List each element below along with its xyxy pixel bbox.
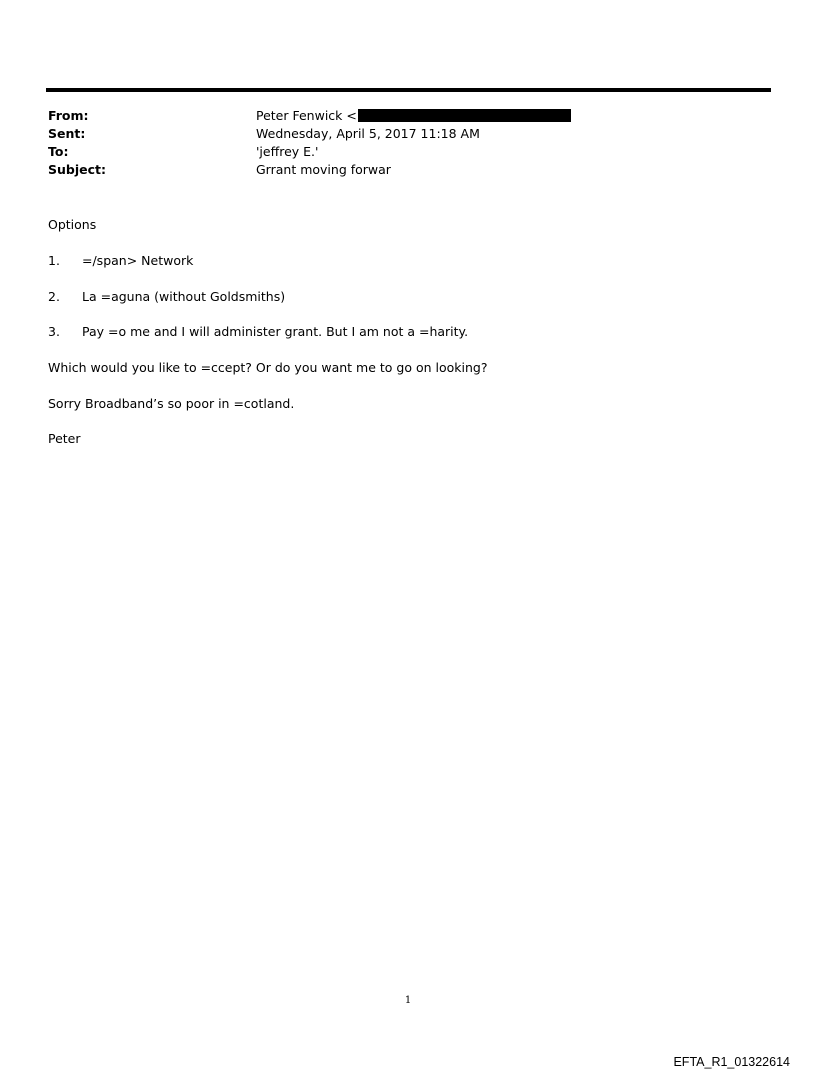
body-apology: Sorry Broadband’s so poor in =cotland. bbox=[48, 396, 295, 411]
header-from bbox=[48, 107, 748, 124]
from-label: From: bbox=[48, 108, 89, 123]
body-question: Which would you like to =ccept? Or do you want me to go on looking? bbox=[48, 360, 488, 375]
sent-label: Sent: bbox=[48, 126, 86, 141]
subject-value: Grrant moving forwar bbox=[256, 162, 391, 177]
option-text: Pay =o me and I will administer grant. But I am not a =harity. bbox=[82, 324, 469, 339]
header-rule bbox=[46, 88, 771, 92]
page-number: 1 bbox=[404, 995, 412, 1006]
subject-label: Subject: bbox=[48, 162, 106, 177]
body-intro: Options bbox=[48, 217, 97, 232]
header-sent bbox=[48, 125, 748, 142]
header-to bbox=[48, 143, 748, 160]
to-value: 'jeffrey E.' bbox=[256, 144, 319, 159]
to-label: To: bbox=[48, 144, 69, 159]
redaction-bar bbox=[358, 109, 571, 122]
signature: Peter bbox=[48, 431, 81, 446]
document-id: EFTA_R1_01322614 bbox=[673, 1055, 790, 1069]
header-subject bbox=[48, 161, 748, 178]
from-sender: Peter Fenwick < bbox=[256, 108, 357, 123]
option-text: =/span> Network bbox=[82, 253, 194, 268]
option-number: 1. bbox=[48, 253, 60, 268]
option-text: La =aguna (without Goldsmiths) bbox=[82, 289, 286, 304]
sent-value: Wednesday, April 5, 2017 11:18 AM bbox=[256, 126, 480, 141]
option-number: 2. bbox=[48, 289, 60, 304]
from-value bbox=[256, 107, 571, 124]
option-number: 3. bbox=[48, 324, 60, 339]
